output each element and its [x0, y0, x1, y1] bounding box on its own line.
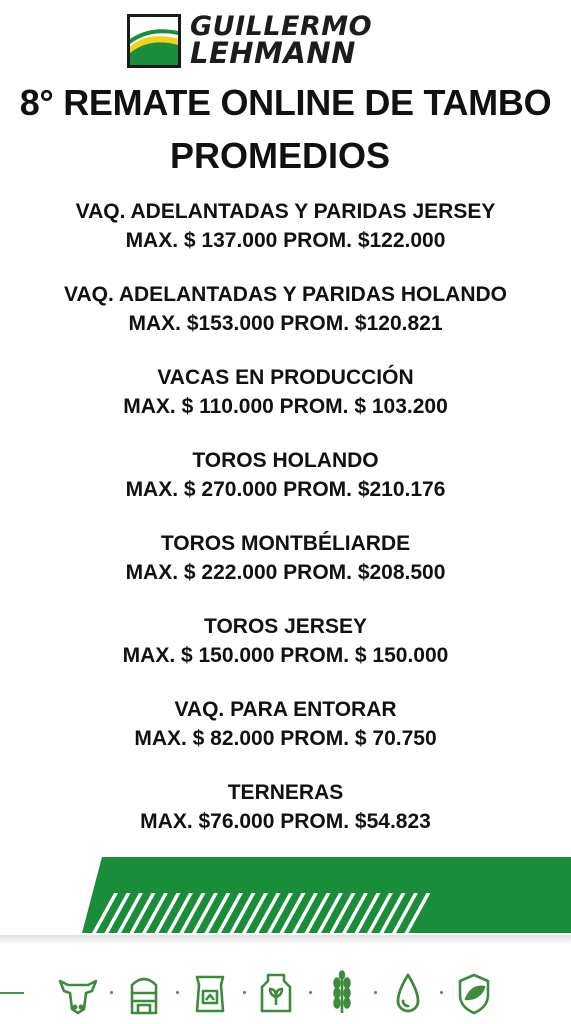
price-line: MAX. $ 222.000 PROM. $208.500: [125, 561, 446, 584]
separator-dot: [374, 991, 377, 994]
feed-bag-icon: [188, 969, 232, 1017]
category-label: TERNERAS: [227, 781, 344, 804]
list-item: [0, 363, 571, 446]
decorative-stripe-band: [0, 855, 571, 935]
divider: [0, 935, 571, 945]
separator-dot: [243, 991, 246, 994]
seed-jar-icon: [254, 969, 298, 1017]
footer-icon-row: [0, 965, 571, 1023]
brand-name-line1: GUILLERMO: [190, 11, 373, 42]
category-label: TOROS MONTBÉLIARDE: [160, 532, 411, 555]
price-line: MAX. $153.000 PROM. $120.821: [128, 312, 443, 335]
price-line: MAX. $ 82.000 PROM. $ 70.750: [134, 727, 437, 750]
category-label: TOROS HOLANDO: [192, 449, 379, 472]
shield-leaf-icon: [452, 969, 496, 1017]
silo-icon: [122, 969, 166, 1017]
list-item: [0, 529, 571, 612]
price-line: MAX. $ 137.000 PROM. $122.000: [125, 229, 446, 252]
list-item: [0, 695, 571, 778]
separator-dot: [176, 991, 179, 994]
list-item: [0, 778, 571, 861]
cow-head-icon: [56, 969, 100, 1017]
page-subtitle: PROMEDIOS: [169, 135, 391, 176]
price-line: MAX. $ 150.000 PROM. $ 150.000: [122, 644, 449, 667]
separator-dot: [309, 991, 312, 994]
separator-dot: [110, 991, 113, 994]
list-item: [0, 280, 571, 363]
wheat-icon: [320, 969, 364, 1017]
price-line: MAX. $ 270.000 PROM. $210.176: [125, 478, 446, 501]
category-label: VAQ. ADELANTADAS Y PARIDAS JERSEY: [75, 200, 496, 223]
divider: [0, 992, 24, 994]
price-line: MAX. $ 110.000 PROM. $ 103.200: [123, 395, 448, 418]
category-label: VAQ. ADELANTADAS Y PARIDAS HOLANDO: [64, 283, 507, 306]
list-item: [0, 612, 571, 695]
price-line: MAX. $76.000 PROM. $54.823: [140, 810, 431, 833]
page-title: 8° REMATE ONLINE DE TAMBO: [19, 82, 552, 123]
brand-logo-icon: [127, 14, 181, 68]
category-label: VACAS EN PRODUCCIÓN: [157, 366, 414, 389]
category-label: VAQ. PARA ENTORAR: [174, 698, 397, 721]
brand-name-line2: LEHMANN: [190, 36, 356, 70]
drop-icon: [386, 969, 430, 1017]
list-item: [0, 197, 571, 280]
brand-name: [190, 11, 373, 70]
separator-dot: [440, 991, 443, 994]
price-list: [0, 197, 571, 861]
list-item: [0, 446, 571, 529]
category-label: TOROS JERSEY: [204, 615, 367, 638]
brand-header: [0, 12, 571, 72]
